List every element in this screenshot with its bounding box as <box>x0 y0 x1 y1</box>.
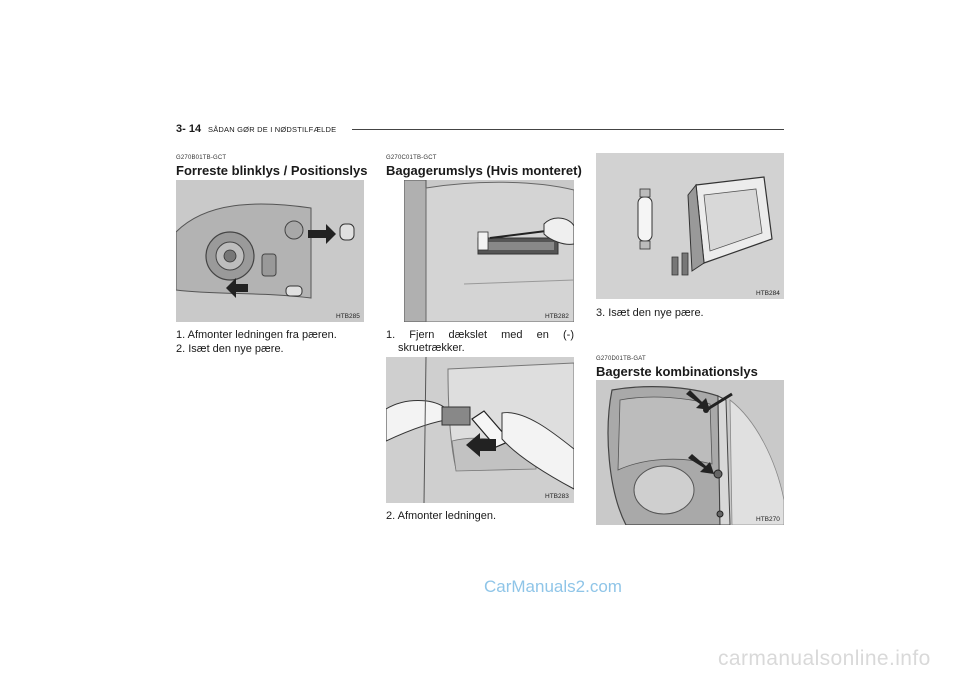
watermark-link[interactable]: CarManuals2.com <box>484 577 622 596</box>
section-code: G270C01TB-GCT <box>386 155 437 161</box>
section-heading: Bagerste kombinationslys <box>596 364 758 379</box>
header-rule <box>352 129 784 130</box>
bulb-lens-figure <box>596 153 784 299</box>
step-item: 2. Isæt den nye pære. <box>176 343 284 355</box>
step-item: 3. Isæt den nye pære. <box>596 307 704 319</box>
trunk-lamp-figure-1 <box>404 180 574 322</box>
front-lamp-figure <box>176 180 364 322</box>
section-heading: Forreste blinklys / Positionslys <box>176 163 368 178</box>
section-code: G270B01TB-GCT <box>176 155 227 161</box>
figure-code: HTB285 <box>336 313 360 320</box>
figure-code: HTB270 <box>756 516 780 523</box>
watermark-text: carmanualsonline.info <box>718 647 931 670</box>
trunk-lamp-figure-2 <box>386 357 574 503</box>
figure-code: HTB283 <box>545 493 569 500</box>
section-code: G270D01TB-GAT <box>596 356 646 362</box>
figure-code: HTB282 <box>545 313 569 320</box>
step-item: 2. Afmonter ledningen. <box>386 510 497 522</box>
step-item: 1. Afmonter ledningen fra pæren. <box>176 329 337 341</box>
chapter-title: SÅDAN GØR DE I NØDSTILFÆLDE <box>208 125 337 134</box>
step-item-continued: skruetrækker. <box>398 342 465 354</box>
rear-combination-lamp-figure <box>596 380 784 525</box>
page-number: 3- 14 <box>176 123 202 135</box>
section-heading: Bagagerumslys (Hvis monteret) <box>386 163 582 178</box>
step-item: 1. Fjern dækslet med en (-) <box>386 329 574 341</box>
figure-code: HTB284 <box>756 290 780 297</box>
